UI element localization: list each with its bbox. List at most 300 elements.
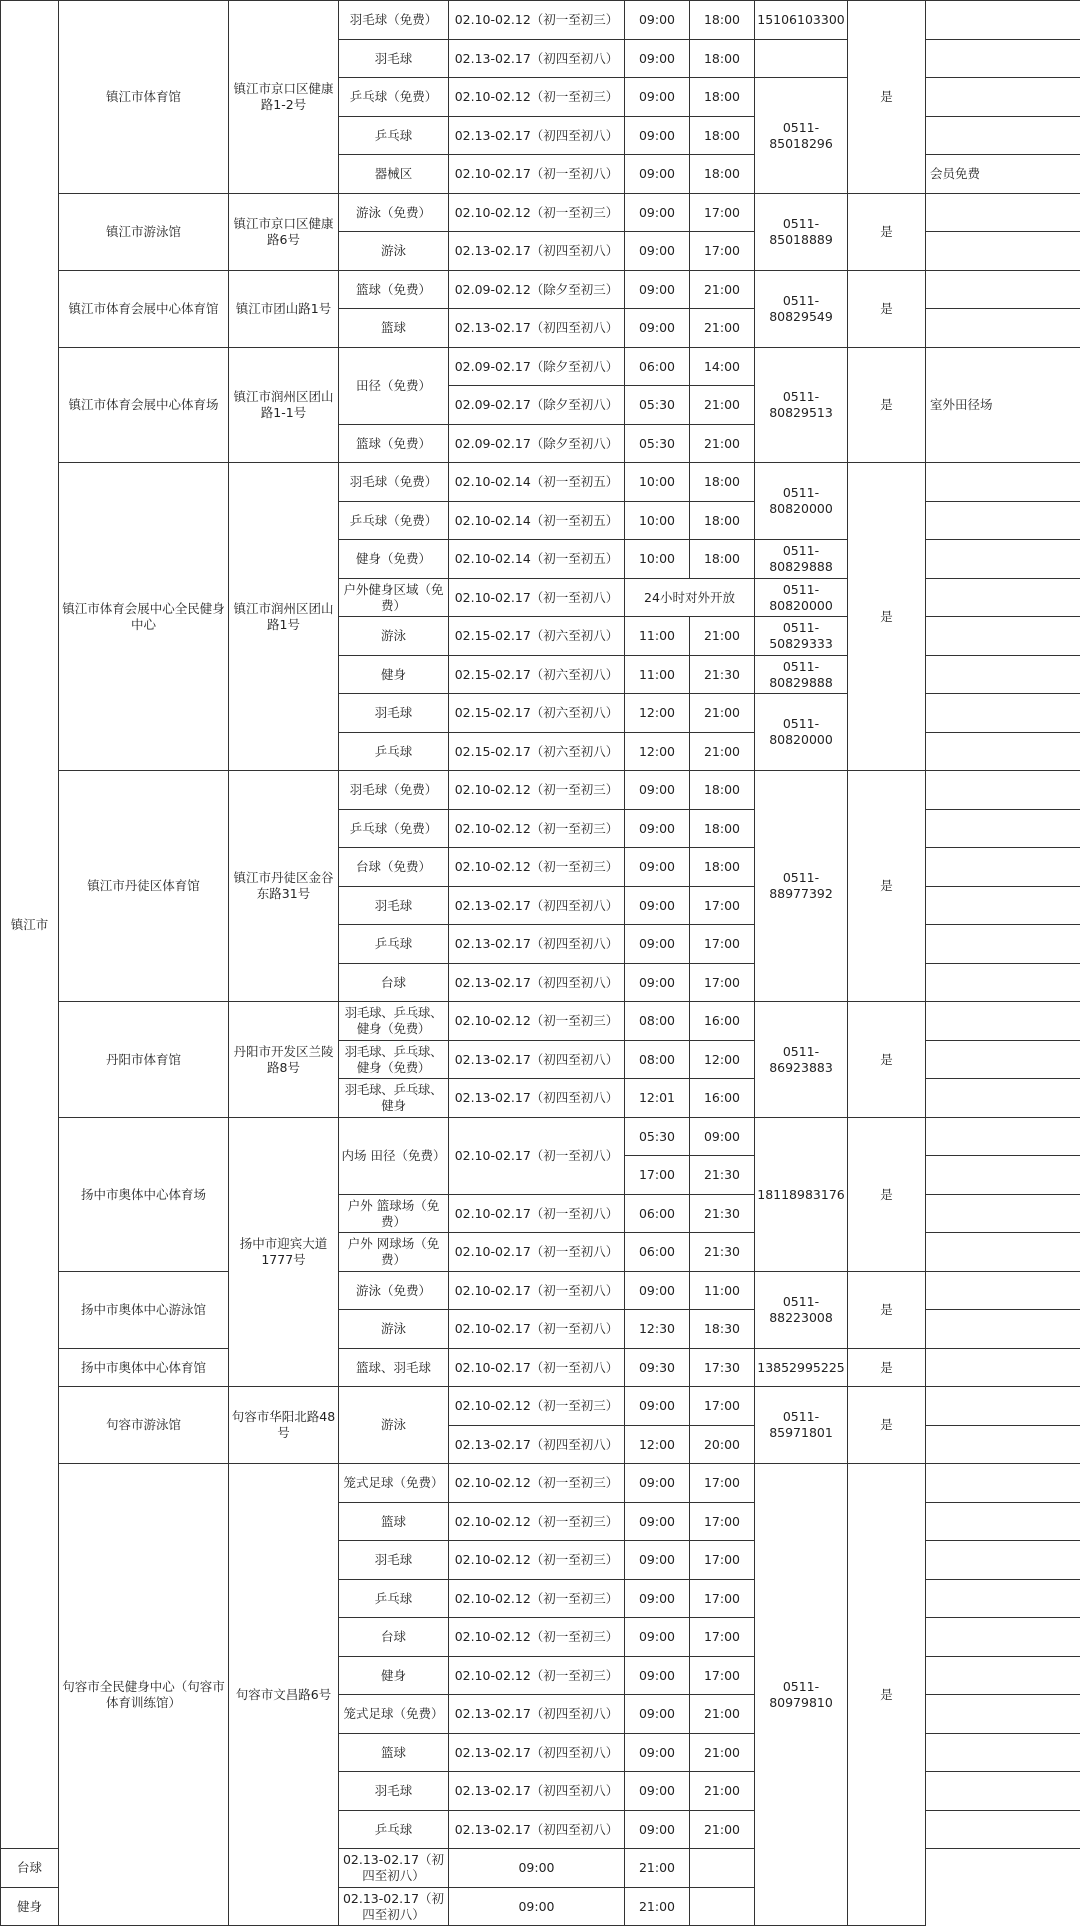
sport-item: 羽毛球	[339, 1772, 449, 1811]
close-time: 12:00	[690, 1041, 755, 1079]
sport-item: 乒乓球（免费）	[339, 810, 449, 848]
open-time: 09:00	[625, 1772, 690, 1811]
open-status: 是	[848, 1002, 926, 1118]
contact-phone: 0511-85018889	[755, 194, 848, 271]
contact-phone: 0511-80820000	[755, 579, 848, 617]
note-cell	[926, 117, 1080, 155]
close-time: 17:00	[690, 194, 755, 232]
date-range: 02.10-02.12（初一至初三）	[449, 1, 625, 40]
note-cell	[926, 1310, 1080, 1349]
date-range: 02.10-02.12（初一至初三）	[449, 1657, 625, 1695]
open-time: 09:30	[625, 1349, 690, 1387]
venue-address: 镇江市丹徒区金谷东路31号	[229, 771, 339, 1002]
contact-phone: 13852995225	[755, 1349, 848, 1387]
date-range: 02.09-02.12（除夕至初三）	[449, 271, 625, 309]
table-row	[1, 348, 1080, 386]
date-range: 02.13-02.17（初四至初八）	[449, 309, 625, 348]
close-time: 17:00	[690, 925, 755, 964]
note-cell	[926, 579, 1080, 617]
note-cell: 室外田径场	[926, 348, 1080, 463]
open-time: 09:00	[625, 78, 690, 117]
open-time: 09:00	[625, 309, 690, 348]
close-time: 21:00	[690, 733, 755, 771]
table-row	[1, 271, 1080, 309]
sport-item: 笼式足球（免费）	[339, 1464, 449, 1503]
date-range: 02.13-02.17（初四至初八）	[449, 925, 625, 964]
venue-name: 扬中市奥体中心游泳馆	[59, 1272, 229, 1349]
sport-item: 乒乓球	[339, 733, 449, 771]
sport-item: 台球	[1, 1849, 59, 1888]
sport-item: 羽毛球、乒乓球、健身（免费）	[339, 1002, 449, 1041]
date-range: 02.13-02.17（初四至初八）	[449, 1695, 625, 1734]
open-time: 06:00	[625, 1233, 690, 1272]
open-time: 09:00	[625, 810, 690, 848]
date-range: 02.10-02.17（初一至初八）	[449, 1272, 625, 1310]
date-range: 02.09-02.17（除夕至初八）	[449, 348, 625, 386]
open-time: 09:00	[625, 1657, 690, 1695]
date-range: 02.13-02.17（初四至初八）	[449, 117, 625, 155]
note-cell	[926, 502, 1080, 540]
date-range: 02.15-02.17（初六至初八）	[449, 617, 625, 656]
close-time: 17:00	[690, 964, 755, 1002]
date-range: 02.13-02.17（初四至初八）	[449, 1079, 625, 1118]
venue-address: 镇江市京口区健康路1-2号	[229, 1, 339, 194]
close-time: 21:00	[690, 386, 755, 425]
note-cell	[926, 1618, 1080, 1657]
note-cell	[926, 925, 1080, 964]
open-time: 09:00	[625, 771, 690, 810]
open-status: 是	[848, 1387, 926, 1464]
sport-item: 乒乓球	[339, 925, 449, 964]
note-cell	[926, 1387, 1080, 1426]
date-range: 02.10-02.12（初一至初三）	[449, 1464, 625, 1503]
date-range: 02.10-02.14（初一至初五）	[449, 540, 625, 579]
date-range: 02.10-02.12（初一至初三）	[449, 1618, 625, 1657]
open-hours-24h: 24小时对外开放	[625, 579, 755, 617]
note-cell	[926, 1503, 1080, 1541]
open-status: 是	[848, 271, 926, 348]
contact-phone: 0511-80829513	[755, 348, 848, 463]
close-time: 21:00	[625, 1888, 690, 1926]
sport-item: 健身	[1, 1888, 59, 1926]
venue-name: 镇江市体育会展中心体育场	[59, 348, 229, 463]
contact-phone	[755, 40, 848, 78]
note-cell	[926, 1195, 1080, 1233]
date-range: 02.13-02.17（初四至初八）	[449, 1811, 625, 1849]
venue-address: 句容市华阳北路48号	[229, 1387, 339, 1464]
open-time: 09:00	[625, 1272, 690, 1310]
open-status: 是	[848, 1, 926, 194]
open-time: 09:00	[625, 1618, 690, 1657]
venue-address: 镇江市京口区健康路6号	[229, 194, 339, 271]
note-cell	[926, 1426, 1080, 1464]
close-time: 18:00	[690, 78, 755, 117]
open-time: 09:00	[625, 117, 690, 155]
open-status: 是	[848, 463, 926, 771]
sport-item: 羽毛球	[339, 40, 449, 78]
venue-name: 镇江市体育馆	[59, 1, 229, 194]
open-status: 是	[848, 771, 926, 1002]
note-cell	[926, 887, 1080, 925]
open-time: 05:30	[625, 425, 690, 463]
contact-phone: 0511-80829549	[755, 271, 848, 348]
close-time: 20:00	[690, 1426, 755, 1464]
note-cell	[926, 540, 1080, 579]
date-range: 02.10-02.12（初一至初三）	[449, 771, 625, 810]
open-status: 是	[848, 1272, 926, 1349]
sport-item: 笼式足球（免费）	[339, 1695, 449, 1734]
date-range: 02.15-02.17（初六至初八）	[449, 733, 625, 771]
close-time: 17:00	[690, 232, 755, 271]
venue-name: 句容市全民健身中心（句容市体育训练馆）	[59, 1464, 229, 1926]
note-cell	[926, 194, 1080, 232]
sport-item: 游泳（免费）	[339, 1272, 449, 1310]
note-cell	[926, 848, 1080, 887]
sport-item: 游泳	[339, 1310, 449, 1349]
open-time: 09:00	[625, 1580, 690, 1618]
note-cell	[926, 40, 1080, 78]
sport-item: 乒乓球	[339, 1580, 449, 1618]
close-time: 18:00	[690, 848, 755, 887]
close-time: 21:30	[690, 1233, 755, 1272]
open-time: 11:00	[625, 656, 690, 694]
date-range: 02.09-02.17（除夕至初八）	[449, 386, 625, 425]
open-time: 09:00	[625, 925, 690, 964]
open-time: 10:00	[625, 463, 690, 502]
open-time: 09:00	[625, 1734, 690, 1772]
venue-address: 扬中市迎宾大道1777号	[229, 1118, 339, 1387]
sport-item: 羽毛球	[339, 887, 449, 925]
sport-item: 内场 田径（免费）	[339, 1118, 449, 1195]
open-time: 11:00	[625, 617, 690, 656]
date-range: 02.13-02.17（初四至初八）	[449, 1772, 625, 1811]
note-cell	[926, 1272, 1080, 1310]
sport-item: 户外 网球场（免费）	[339, 1233, 449, 1272]
close-time: 18:00	[690, 155, 755, 194]
close-time: 17:00	[690, 1464, 755, 1503]
open-time: 09:00	[449, 1888, 625, 1926]
venue-name: 扬中市奥体中心体育馆	[59, 1349, 229, 1387]
table-row	[1, 1118, 1080, 1156]
venue-name: 句容市游泳馆	[59, 1387, 229, 1464]
date-range: 02.13-02.17（初四至初八）	[449, 964, 625, 1002]
open-time: 06:00	[625, 1195, 690, 1233]
sport-item: 游泳	[339, 232, 449, 271]
table-row	[1, 1387, 1080, 1426]
date-range: 02.10-02.12（初一至初三）	[449, 1387, 625, 1426]
contact-phone: 0511-85018296	[755, 78, 848, 194]
venue-address: 镇江市团山路1号	[229, 271, 339, 348]
date-range: 02.15-02.17（初六至初八）	[449, 694, 625, 733]
sport-item: 羽毛球	[339, 1541, 449, 1580]
open-time: 09:00	[625, 848, 690, 887]
open-time: 09:00	[625, 1387, 690, 1426]
open-status: 是	[848, 1349, 926, 1387]
close-time: 09:00	[690, 1118, 755, 1156]
sport-item: 羽毛球（免费）	[339, 463, 449, 502]
note-cell	[926, 463, 1080, 502]
sport-item: 户外 篮球场（免费）	[339, 1195, 449, 1233]
date-range: 02.10-02.17（初一至初八）	[449, 1310, 625, 1349]
close-time: 21:00	[690, 271, 755, 309]
sport-item: 羽毛球、乒乓球、健身	[339, 1079, 449, 1118]
open-time: 09:00	[625, 1464, 690, 1503]
open-time: 12:00	[625, 733, 690, 771]
note-cell	[926, 1772, 1080, 1811]
contact-phone: 0511-88977392	[755, 771, 848, 1002]
city-cell: 镇江市	[1, 1, 59, 1849]
sport-item: 篮球	[339, 309, 449, 348]
venue-name: 镇江市体育会展中心全民健身中心	[59, 463, 229, 771]
open-status: 是	[848, 1464, 926, 1926]
note-cell	[926, 1541, 1080, 1580]
sport-item: 台球	[339, 964, 449, 1002]
contact-phone: 15106103300	[755, 1, 848, 40]
date-range: 02.10-02.12（初一至初三）	[449, 1503, 625, 1541]
table-row	[1, 771, 1080, 810]
close-time: 17:00	[690, 1387, 755, 1426]
close-time: 18:00	[690, 463, 755, 502]
date-range: 02.10-02.14（初一至初五）	[449, 463, 625, 502]
date-range: 02.10-02.12（初一至初三）	[449, 78, 625, 117]
venue-name: 镇江市游泳馆	[59, 194, 229, 271]
close-time: 16:00	[690, 1079, 755, 1118]
venue-address: 镇江市润州区团山路1-1号	[229, 348, 339, 463]
close-time: 14:00	[690, 348, 755, 386]
note-cell	[926, 1118, 1080, 1156]
note-cell	[926, 810, 1080, 848]
sport-item: 健身	[339, 656, 449, 694]
note-cell	[926, 1349, 1080, 1387]
open-time: 05:30	[625, 1118, 690, 1156]
close-time: 21:00	[625, 1849, 690, 1888]
venue-name: 扬中市奥体中心体育场	[59, 1118, 229, 1272]
note-cell	[926, 1079, 1080, 1118]
contact-phone: 0511-80820000	[755, 463, 848, 540]
date-range: 02.10-02.17（初一至初八）	[449, 155, 625, 194]
sport-item: 篮球（免费）	[339, 271, 449, 309]
table-row	[1, 1464, 1080, 1503]
table-row	[1, 463, 1080, 502]
note-cell	[926, 1156, 1080, 1195]
note-cell	[926, 1464, 1080, 1503]
close-time: 21:00	[690, 1695, 755, 1734]
note-cell	[926, 733, 1080, 771]
note-cell	[926, 271, 1080, 309]
close-time: 18:00	[690, 40, 755, 78]
close-time: 17:30	[690, 1349, 755, 1387]
sport-item: 羽毛球（免费）	[339, 771, 449, 810]
close-time: 17:00	[690, 887, 755, 925]
date-range: 02.10-02.12（初一至初三）	[449, 848, 625, 887]
date-range: 02.10-02.12（初一至初三）	[449, 1002, 625, 1041]
note-cell	[926, 964, 1080, 1002]
date-range: 02.10-02.12（初一至初三）	[449, 810, 625, 848]
note-cell	[926, 617, 1080, 656]
date-range: 02.13-02.17（初四至初八）	[449, 1041, 625, 1079]
sport-item: 羽毛球、乒乓球、健身（免费）	[339, 1041, 449, 1079]
sport-item: 篮球（免费）	[339, 425, 449, 463]
date-range: 02.13-02.17（初四至初八）	[339, 1888, 449, 1926]
open-time: 09:00	[625, 232, 690, 271]
close-time: 17:00	[690, 1618, 755, 1657]
close-time: 18:00	[690, 117, 755, 155]
note-cell	[926, 1233, 1080, 1272]
sport-item: 游泳（免费）	[339, 194, 449, 232]
close-time: 21:00	[690, 694, 755, 733]
contact-phone: 0511-80829888	[755, 656, 848, 694]
sport-item: 台球	[339, 1618, 449, 1657]
close-time: 18:30	[690, 1310, 755, 1349]
open-time: 12:01	[625, 1079, 690, 1118]
sport-item: 器械区	[339, 155, 449, 194]
close-time: 21:00	[690, 309, 755, 348]
close-time: 21:30	[690, 1156, 755, 1195]
open-status: 是	[848, 348, 926, 463]
note-cell	[926, 694, 1080, 733]
date-range: 02.10-02.12（初一至初三）	[449, 194, 625, 232]
open-time: 09:00	[625, 194, 690, 232]
sport-item: 羽毛球（免费）	[339, 1, 449, 40]
open-status: 是	[848, 1118, 926, 1272]
close-time: 18:00	[690, 502, 755, 540]
note-cell	[926, 1041, 1080, 1079]
note-cell	[926, 1811, 1080, 1849]
open-time: 09:00	[625, 155, 690, 194]
venue-name: 镇江市体育会展中心体育馆	[59, 271, 229, 348]
table-row	[1, 1002, 1080, 1041]
close-time: 21:30	[690, 656, 755, 694]
sport-item: 篮球	[339, 1503, 449, 1541]
open-time: 09:00	[625, 1503, 690, 1541]
open-time: 09:00	[625, 1541, 690, 1580]
date-range: 02.13-02.17（初四至初八）	[449, 232, 625, 271]
date-range: 02.10-02.17（初一至初八）	[449, 1118, 625, 1195]
table-row	[1, 1349, 1080, 1387]
date-range: 02.13-02.17（初四至初八）	[449, 1426, 625, 1464]
date-range: 02.13-02.17（初四至初八）	[339, 1849, 449, 1888]
note-cell	[926, 1734, 1080, 1772]
sport-item: 户外健身区域（免费）	[339, 579, 449, 617]
table-row	[1, 194, 1080, 232]
venue-address: 镇江市润州区团山路1号	[229, 463, 339, 771]
sport-item: 乒乓球	[339, 1811, 449, 1849]
open-time: 12:00	[625, 694, 690, 733]
note-cell	[926, 1580, 1080, 1618]
note-cell	[926, 771, 1080, 810]
close-time: 18:00	[690, 540, 755, 579]
close-time: 17:00	[690, 1657, 755, 1695]
close-time: 17:00	[690, 1503, 755, 1541]
date-range: 02.13-02.17（初四至初八）	[449, 40, 625, 78]
close-time: 18:00	[690, 1, 755, 40]
note-cell	[926, 1, 1080, 40]
sport-item: 篮球	[339, 1734, 449, 1772]
date-range: 02.10-02.17（初一至初八）	[449, 1195, 625, 1233]
table-row	[1, 1, 1080, 40]
open-time: 09:00	[625, 271, 690, 309]
open-time: 09:00	[625, 40, 690, 78]
open-time: 12:30	[625, 1310, 690, 1349]
note-cell	[926, 1657, 1080, 1695]
open-time: 09:00	[449, 1849, 625, 1888]
open-time: 09:00	[625, 964, 690, 1002]
date-range: 02.10-02.12（初一至初三）	[449, 1541, 625, 1580]
open-time: 09:00	[625, 1, 690, 40]
note-cell	[690, 1888, 755, 1926]
note-cell	[926, 78, 1080, 117]
sport-item: 游泳	[339, 1387, 449, 1464]
close-time: 21:00	[690, 617, 755, 656]
sport-item: 乒乓球（免费）	[339, 502, 449, 540]
contact-phone: 0511-80820000	[755, 694, 848, 771]
note-cell	[926, 1695, 1080, 1734]
note-cell: 会员免费	[926, 155, 1080, 194]
sport-item: 健身	[339, 1657, 449, 1695]
sport-item: 台球（免费）	[339, 848, 449, 887]
sport-item: 健身（免费）	[339, 540, 449, 579]
contact-phone: 0511-80829888	[755, 540, 848, 579]
open-time: 06:00	[625, 348, 690, 386]
date-range: 02.15-02.17（初六至初八）	[449, 656, 625, 694]
open-time: 10:00	[625, 540, 690, 579]
date-range: 02.10-02.12（初一至初三）	[449, 1580, 625, 1618]
open-time: 09:00	[625, 1811, 690, 1849]
sport-item: 游泳	[339, 617, 449, 656]
close-time: 11:00	[690, 1272, 755, 1310]
table-row	[1, 1272, 1080, 1310]
sport-item: 羽毛球	[339, 694, 449, 733]
close-time: 21:00	[690, 1734, 755, 1772]
date-range: 02.10-02.17（初一至初八）	[449, 1233, 625, 1272]
close-time: 17:00	[690, 1541, 755, 1580]
open-time: 08:00	[625, 1041, 690, 1079]
contact-phone: 18118983176	[755, 1118, 848, 1272]
close-time: 18:00	[690, 771, 755, 810]
venue-address: 丹阳市开发区兰陵路8号	[229, 1002, 339, 1118]
contact-phone: 0511-86923883	[755, 1002, 848, 1118]
date-range: 02.13-02.17（初四至初八）	[449, 1734, 625, 1772]
note-cell	[926, 656, 1080, 694]
note-cell	[690, 1849, 755, 1888]
close-time: 21:00	[690, 1772, 755, 1811]
close-time: 21:00	[690, 1811, 755, 1849]
date-range: 02.10-02.14（初一至初五）	[449, 502, 625, 540]
open-time: 09:00	[625, 887, 690, 925]
open-time: 05:30	[625, 386, 690, 425]
date-range: 02.10-02.17（初一至初八）	[449, 579, 625, 617]
close-time: 18:00	[690, 810, 755, 848]
date-range: 02.09-02.17（除夕至初八）	[449, 425, 625, 463]
venue-name: 丹阳市体育馆	[59, 1002, 229, 1118]
sport-item: 田径（免费）	[339, 348, 449, 425]
date-range: 02.13-02.17（初四至初八）	[449, 887, 625, 925]
open-time: 09:00	[625, 1695, 690, 1734]
contact-phone: 0511-85971801	[755, 1387, 848, 1464]
sport-item: 乒乓球	[339, 117, 449, 155]
note-cell	[926, 1002, 1080, 1041]
note-cell	[926, 309, 1080, 348]
open-time: 08:00	[625, 1002, 690, 1041]
close-time: 21:00	[690, 425, 755, 463]
close-time: 16:00	[690, 1002, 755, 1041]
contact-phone: 0511-50829333	[755, 617, 848, 656]
open-time: 12:00	[625, 1426, 690, 1464]
contact-phone: 0511-80979810	[755, 1464, 848, 1926]
sport-item: 篮球、羽毛球	[339, 1349, 449, 1387]
contact-phone: 0511-88223008	[755, 1272, 848, 1349]
venue-address: 句容市文昌路6号	[229, 1464, 339, 1926]
